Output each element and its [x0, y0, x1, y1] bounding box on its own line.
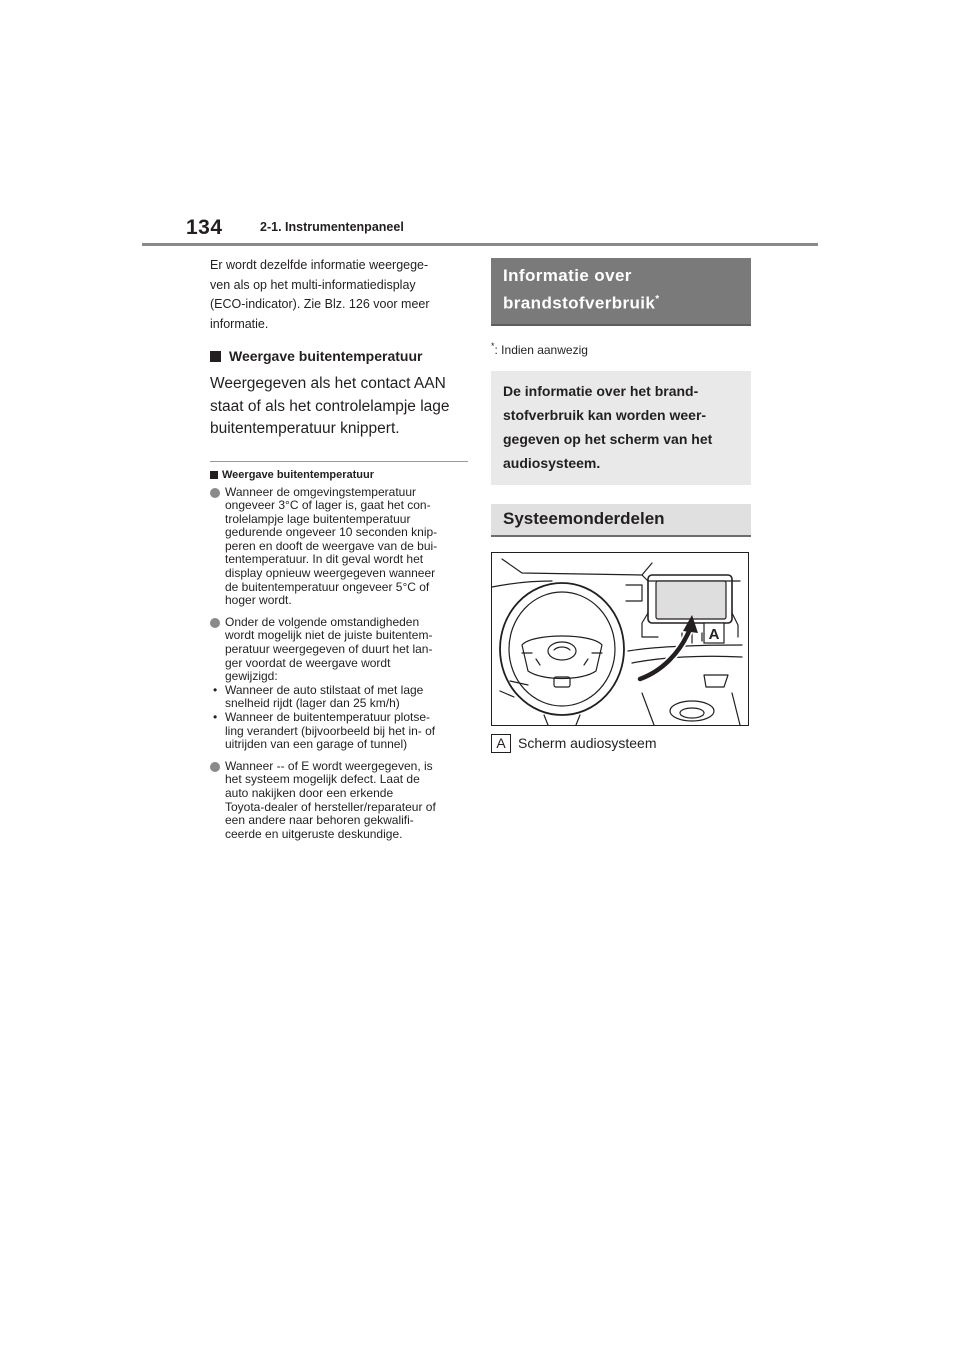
note-line: gewijzigd: [225, 669, 278, 684]
circle-bullet-icon [210, 762, 220, 772]
note-line: Onder de volgende omstandigheden [225, 614, 420, 629]
note-line: hoger wordt. [225, 593, 292, 608]
sub-line: snelheid rijdt (lager dan 25 km/h) [225, 696, 400, 711]
intro-paragraph [210, 256, 468, 334]
note-item [210, 760, 468, 842]
note-item [210, 616, 468, 752]
body-line: buitentemperatuur knippert. [210, 420, 400, 437]
note-heading [210, 469, 468, 481]
intro-line: Er wordt dezelfde informatie weergege- [210, 258, 429, 272]
sub-line: Wanneer de buitentemperatuur plotse- [225, 710, 431, 724]
note-line: ongeveer 3°C of lager is, gaat het con- [225, 498, 431, 513]
note-line: tentemperatuur. In dit geval wordt het [225, 552, 424, 567]
note-heading-text: Weergave buitentemperatuur [222, 468, 375, 481]
note-line: Wanneer de omgevingstemperatuur [225, 484, 416, 499]
asterisk-mark: * [655, 294, 660, 305]
section-title-box [491, 258, 751, 326]
dashboard-drawing [492, 553, 748, 725]
section-heading-text: Weergave buitentemperatuur [229, 348, 423, 364]
note-line: wordt mogelijk niet de juiste buitentem- [225, 628, 433, 643]
body-line: staat of als het controlelampje lage [210, 397, 450, 415]
note-line: ger voordat de weergave wordt [225, 655, 391, 670]
left-column [210, 256, 468, 849]
note-line: het systeem mogelijk defect. Laat de [225, 772, 420, 787]
note-line: trolelampje lage buitentemperatuur [225, 511, 411, 526]
footnote-mark: * [491, 340, 495, 351]
note-line: display opnieuw weergegeven wanneer [225, 566, 436, 581]
intro-line: (ECO-indicator). Zie Blz. 126 voor meer [210, 297, 430, 311]
note-line: Wanneer -- of E wordt weergegeven, is [225, 758, 433, 773]
note-line: een andere naar behoren gekwalifi- [225, 813, 414, 828]
summary-line: De informatie over het brand- [503, 382, 699, 399]
note-list [210, 486, 468, 842]
sub-item [210, 684, 468, 711]
circle-bullet-icon [210, 618, 220, 628]
summary-box [491, 371, 751, 485]
intro-line: informatie. [210, 316, 269, 331]
sub-line: ling verandert (bijvoorbeeld bij het in- of [225, 723, 436, 738]
circle-bullet-icon [210, 488, 220, 498]
summary-line: audiosysteem. [503, 454, 601, 471]
note-line: de buitentemperatuur ongeveer 5°C of [225, 579, 430, 594]
note-line: ceerde en uitgeruste deskundige. [225, 826, 403, 841]
figure-caption [491, 734, 751, 753]
note-line: peren en dooft de weergave van de bui- [225, 538, 438, 553]
caption-label: A [491, 734, 511, 753]
note-line: peratuur weergegeven of duurt het lan- [225, 642, 433, 657]
dot-bullet-icon: • [213, 710, 218, 724]
sub-line: uitrijden van een garage of tunnel) [225, 737, 408, 752]
intro-line: ven als op het multi-informatiedisplay [210, 277, 416, 292]
subsection-heading: Systeemonderdelen [491, 504, 751, 537]
body-line: Weergegeven als het contact AAN [210, 375, 446, 392]
note-divider [210, 461, 468, 462]
section-heading [210, 348, 468, 364]
note-line: auto nakijken door een erkende [225, 785, 394, 800]
square-bullet-icon [210, 351, 221, 362]
sub-line: Wanneer de auto stilstaat of met lage [225, 682, 424, 697]
dashboard-illustration [491, 552, 749, 726]
note-line: Toyota-dealer of hersteller/reparateur of [225, 799, 436, 814]
section-title-line: brandstofverbruik [503, 293, 656, 313]
sub-list [210, 684, 468, 752]
footnote-text: : Indien aanwezig [494, 342, 588, 357]
footnote [491, 341, 751, 357]
summary-line: stofverbruik kan worden weer- [503, 406, 707, 423]
note-item [210, 486, 468, 608]
page-number: 134 [186, 216, 223, 239]
right-column [491, 258, 751, 753]
summary-line: gegeven op het scherm van het [503, 430, 713, 447]
section-title [503, 264, 739, 316]
sub-item [210, 711, 468, 752]
note-line: gedurende ongeveer 10 seconden knip- [225, 525, 438, 540]
figure-label: A [708, 625, 720, 643]
caption-text: Scherm audiosysteem [518, 735, 657, 752]
section-body [210, 373, 468, 441]
header-rule [142, 243, 818, 246]
section-title-line: Informatie over [503, 266, 632, 285]
dot-bullet-icon: • [213, 682, 218, 697]
square-bullet-icon [210, 471, 218, 479]
running-head: 2-1. Instrumentenpaneel [260, 220, 404, 234]
